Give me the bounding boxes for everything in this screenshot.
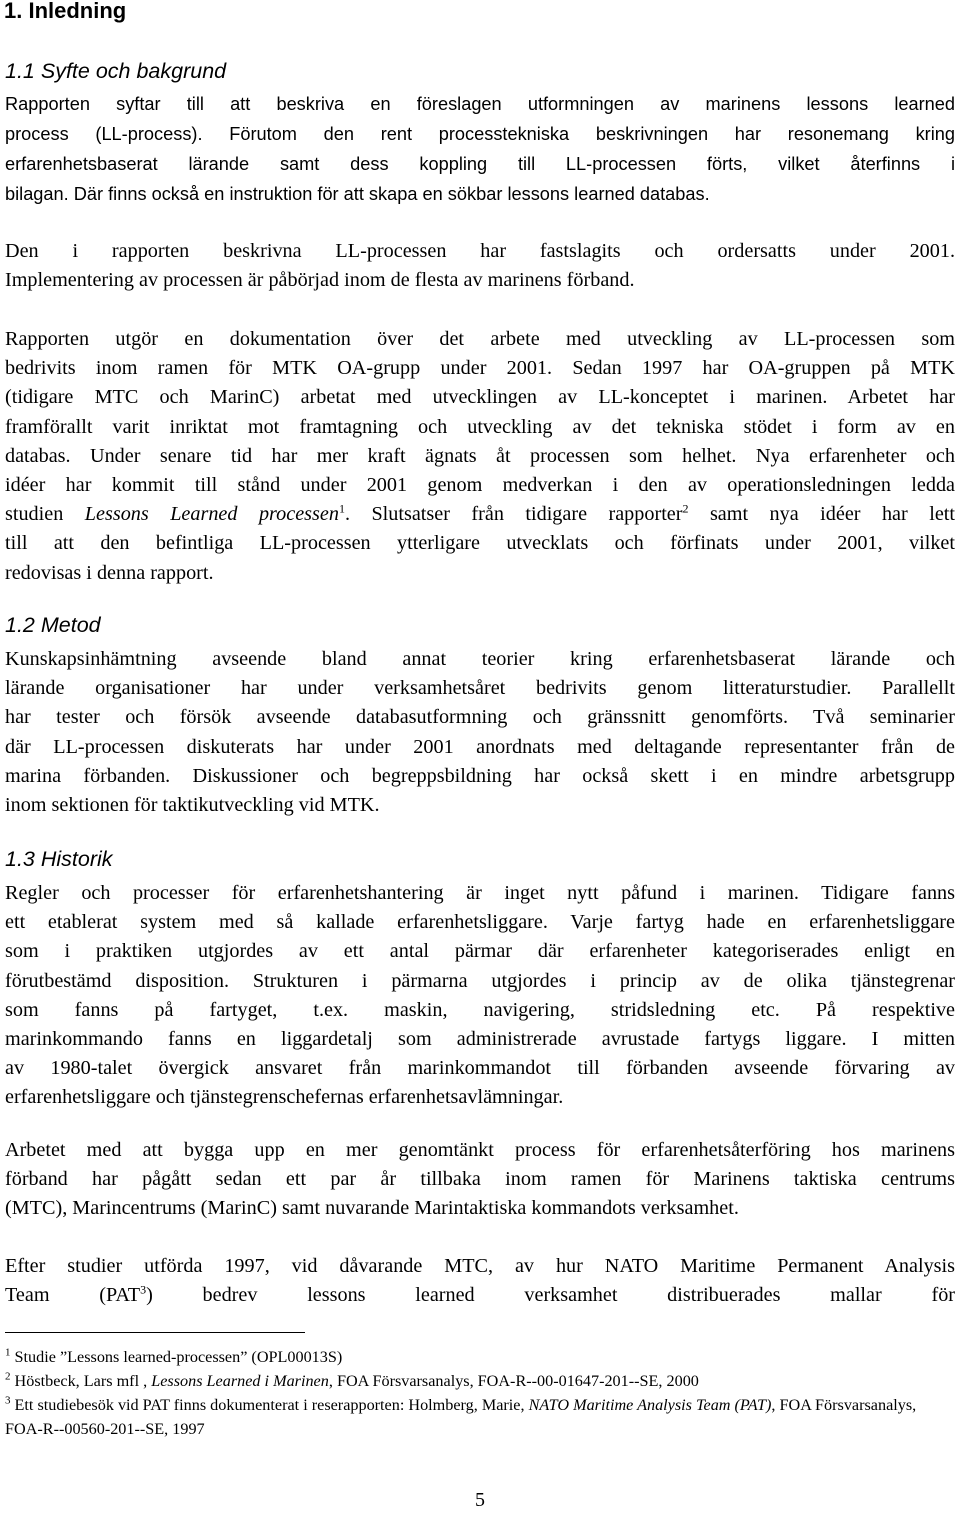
chapter-heading: 1. Inledning — [4, 0, 127, 23]
footnote-text: , FOA Försvarsanalys, FOA-R--00-01647-201--SE, 2000 — [328, 1372, 699, 1390]
paragraph-syfte — [5, 89, 955, 209]
text-line: erfarenhetsbaserat lärande samt dess koppling till LL-processen förts, vilket återfinns i — [5, 154, 955, 174]
text-line: av 1980-talet övergick ansvaret från marinkommandot till förbanden avseende förvaring av — [5, 1057, 955, 1080]
text-line: marinkommando fanns en liggardetalj som administrerade avrustade fartygs liggare. I mitten — [5, 1028, 955, 1051]
study-title: Lessons Learned processen — [84, 503, 339, 526]
text-line: som fanns på fartyget, t.ex. maskin, navigering, stridsledning etc. På respektive — [5, 998, 955, 1021]
page-number: 5 — [475, 1489, 485, 1511]
text-line: Rapporten syftar till att beskriva en föreslagen utformningen av marinens lessons learned — [5, 94, 955, 114]
text-line: har tester och försök avseende databasutformning och gränssnitt genomförts. Två seminarier — [5, 706, 955, 729]
inline-text: ) bedrev lessons learned verksamhet distribuerades mallar för — [146, 1284, 956, 1307]
footnote-number: 3 — [5, 1394, 11, 1407]
text-line: Kunskapsinhämtning avseende bland annat teorier kring erfarenhetsbaserat lärande och — [5, 648, 955, 670]
footnote-2 — [5, 1370, 955, 1394]
text-line: Implementering av processen är påbörjad inom de flesta av marinens förband. — [5, 269, 635, 292]
text-line: där LL-processen diskuterats har under 2001 anordnats med deltagande representanter från de — [5, 735, 955, 758]
footnote-text: Ett studiebesök vid PAT finns dokumenterat i reserapporten: Holmberg, Marie, — [14, 1396, 529, 1414]
text-line: (tidigare MTC och MarinC) arbetat med utvecklingen av LL-konceptet i marinen. Arbetet har — [5, 386, 955, 409]
text-line: bilagan. Där finns också en instruktion för att skapa en sökbar lessons learned databas. — [5, 184, 710, 204]
footnote-text: Studie ”Lessons learned-processen” (OPL00013S) — [14, 1348, 343, 1366]
footnote-number: 2 — [5, 1370, 11, 1383]
footnote-number: 1 — [5, 1346, 11, 1359]
text-line: Arbetet med att bygga upp en mer genomtänkt process för erfarenhetsåterföring hos marinens — [5, 1139, 955, 1161]
section-heading-metod: 1.2 Metod — [5, 613, 101, 637]
footnote-title: NATO Maritime Analysis Team (PAT) — [528, 1396, 772, 1414]
inline-text: . Slutsatser från tidigare rapporter — [344, 503, 683, 526]
text-line: Den i rapporten beskrivna LL-processen har fastslagits och ordersatts under 2001. — [5, 240, 955, 262]
footnote-text: , FOA Försvarsanalys, FOA-R--00560-201--SE, 1997 — [5, 1396, 917, 1438]
inline-text: Team (PAT — [5, 1284, 141, 1307]
section-heading-syfte: 1.1 Syfte och bakgrund — [5, 59, 227, 83]
text-line: framförallt varit inriktat mot framtagning och utveckling av det tekniska stödet i form av en — [5, 415, 955, 438]
footnote-text: Höstbeck, Lars mfl , — [14, 1372, 152, 1390]
text-line: ett etablerat system med så kallade erfarenhetsliggare. Varje fartyg hade en erfarenhetsliggare — [5, 911, 955, 934]
footnote-ref-1[interactable]: 1 — [338, 501, 345, 516]
footnote-ref-3[interactable]: 3 — [140, 1282, 147, 1297]
text-line: lärande organisationer har under verksamhetsåret bedrivits genom litteraturstudier. Parallellt — [5, 677, 955, 700]
text-line: databas. Under senare tid har mer kraft ägnats åt processen som helhet. Nya erfarenheter och — [5, 444, 955, 467]
text-line: som i praktiken utgjordes av ett antal pärmar där erfarenheter kategoriserades enligt en — [5, 940, 955, 963]
paragraph-dokumentation — [5, 325, 955, 588]
text-line: bedrivits inom ramen för MTK OA-grupp under 2001. Sedan 1997 har OA-gruppen på MTK — [5, 357, 955, 380]
footnote-title: Lessons Learned i Marinen — [151, 1372, 329, 1390]
text-line: Regler och processer för erfarenhetshantering är inget nytt påfund i marinen. Tidigare fanns — [5, 882, 955, 904]
inline-text: samt nya idéer har lett — [709, 503, 955, 526]
paragraph-ll-process — [5, 237, 955, 295]
inline-text: studien — [5, 503, 64, 526]
text-line-with-citation — [5, 1281, 955, 1310]
text-line-with-citations — [5, 500, 955, 529]
text-line: Rapporten utgör en dokumentation över det arbete med utveckling av LL-processen som — [5, 328, 955, 350]
text-line: process (LL-process). Förutom den rent processtekniska beskrivningen har resonemang kring — [5, 124, 955, 144]
text-line: (MTC), Marincentrums (MarinC) samt nuvarande Marintaktiska kommandots verksamhet. — [5, 1197, 739, 1220]
footnote-separator — [5, 1332, 305, 1333]
text-line: förutbestämd disposition. Strukturen i pärmarna utgjordes i princip av de olika tjänstegrenar — [5, 969, 955, 992]
text-line: inom sektionen för taktikutveckling vid MTK. — [5, 794, 380, 817]
text-line: Efter studier utförda 1997, vid dåvarande MTC, av hur NATO Maritime Permanent Analysis — [5, 1255, 955, 1277]
text-line: förband har pågått sedan ett par år tillbaka inom ramen för Marinens taktiska centrums — [5, 1168, 955, 1191]
paragraph-historik-1 — [5, 879, 955, 1113]
paragraph-historik-3 — [5, 1252, 955, 1310]
footnote-3 — [5, 1394, 955, 1441]
paragraph-metod — [5, 645, 955, 820]
section-heading-historik: 1.3 Historik — [5, 847, 113, 871]
footnote-1 — [5, 1346, 955, 1370]
text-line: till att den befintliga LL-processen ytterligare utvecklats och förfinats under 2001, vilket — [5, 532, 955, 555]
text-line: idéer har kommit till stånd under 2001 genom medverkan i den av operationsledningen ledda — [5, 474, 955, 497]
footnote-ref-2[interactable]: 2 — [682, 501, 689, 516]
paragraph-historik-2 — [5, 1136, 955, 1224]
text-line: redovisas i denna rapport. — [5, 561, 214, 584]
text-line: erfarenhetsliggare och tjänstegrenschefernas erfarenhetsavlämningar. — [5, 1086, 564, 1109]
text-line: marina förbanden. Diskussioner och begreppsbildning har också skett i en mindre arbetsgrupp — [5, 764, 955, 787]
